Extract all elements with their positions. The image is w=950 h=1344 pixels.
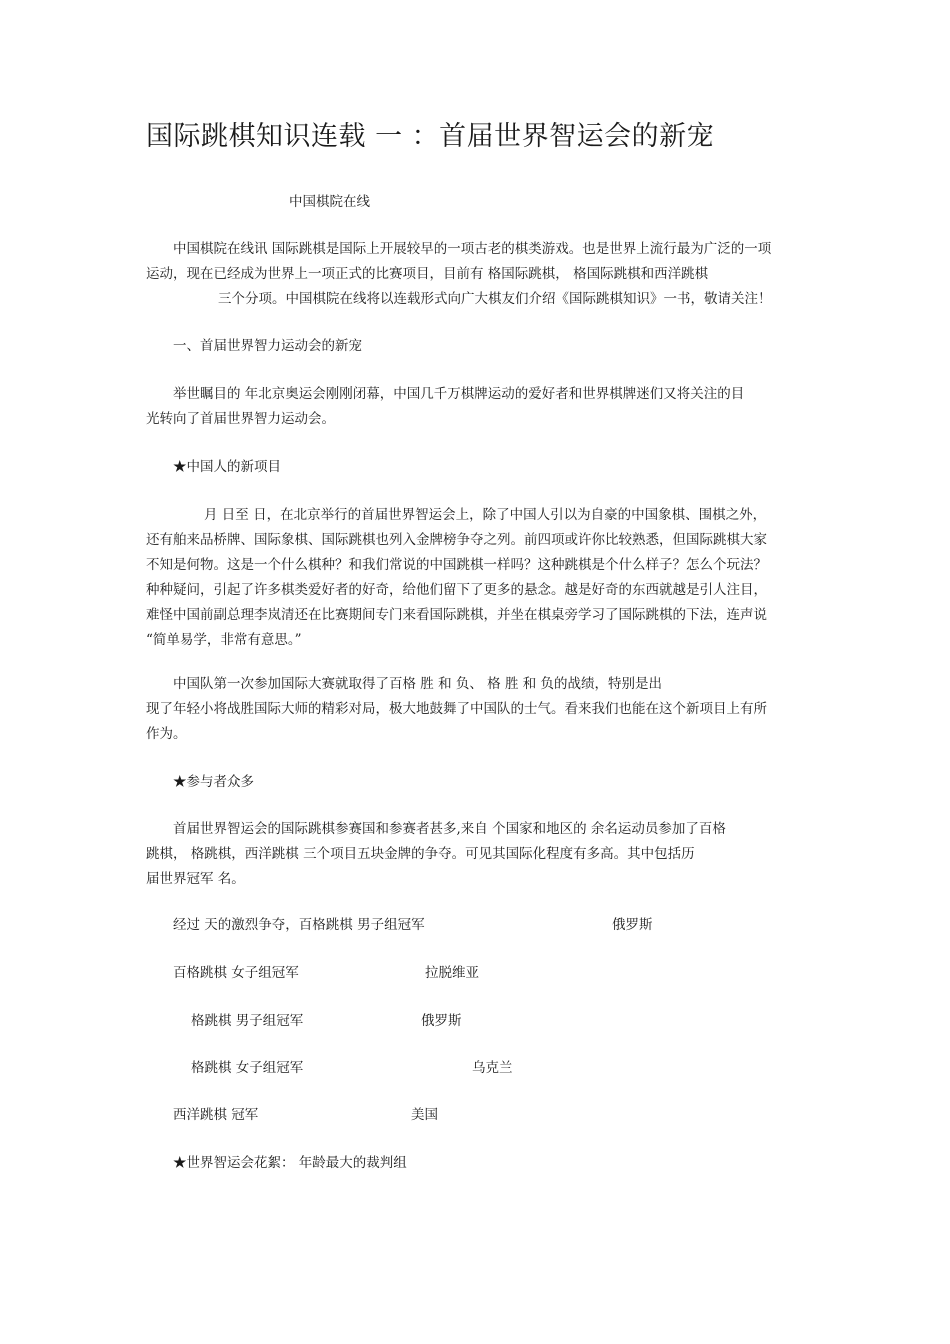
result-country: 俄罗斯 [421,1013,462,1029]
source-line: 中国棋院在线 [289,194,370,210]
para2-line: “简单易学，非常有意思。” [146,632,302,648]
para2-line: 还有舶来品桥牌、国际象棋、国际跳棋也列入金牌榜争夺之列。前四项或许你比较熟悉，但国际跳棋大家 [146,532,767,548]
subheading-participants: ★参与者众多 [173,774,254,790]
section-heading: 一、首届世界智力运动会的新宠 [173,338,362,354]
paragraph-1 [146,382,818,432]
para3-line: 中国队第一次参加国际大赛就取得了百格 胜 和 负、 格 胜 和 负的战绩，特别是出 [173,676,663,692]
page-title: 国际跳棋知识连载 一 ：首届世界智运会的新宠 [146,121,715,152]
para1-line: 光转向了首届世界智力运动会。 [146,411,335,427]
para2-line: 种种疑问，引起了许多棋类爱好者的好奇，给他们留下了更多的悬念。越是好奇的东西就越是引人注目， [146,582,767,598]
para3-line: 作为。 [146,726,187,742]
result-label: 经过 天的激烈争夺，百格跳棋 男子组冠军 [173,917,425,933]
paragraph-2 [146,503,818,653]
para4-line: 届世界冠军 名。 [146,871,245,887]
intro-line: 运动，现在已经成为世界上一项正式的比赛项目，目前有 格国际跳棋， 格国际跳棋和西洋跳棋 [146,266,709,282]
result-label: 格跳棋 女子组冠军 [191,1060,304,1076]
result-label: 百格跳棋 女子组冠军 [173,965,299,981]
result-country: 俄罗斯 [612,917,653,933]
paragraph-4 [146,817,818,892]
subheading-highlights: ★世界智运会花絮： 年龄最大的裁判组 [173,1155,407,1171]
subheading-new-event: ★中国人的新项目 [173,459,281,475]
intro-line: 中国棋院在线讯 国际跳棋是国际上开展较早的一项古老的棋类游戏。也是世界上流行最为广泛的一项 [173,241,772,257]
para2-line: 不知是何物。这是一个什么棋种？和我们常说的中国跳棋一样吗？这种跳棋是个什么样子？怎么个玩法？ [146,557,767,573]
intro-paragraph [146,237,818,312]
result-country: 美国 [411,1107,438,1123]
paragraph-3 [146,672,818,747]
intro-line: 三个分项。中国棋院在线将以连载形式向广大棋友们介绍《国际跳棋知识》一书，敬请关注！ [218,291,772,307]
result-country: 拉脱维亚 [425,965,479,981]
result-label: 格跳棋 男子组冠军 [191,1013,304,1029]
para4-line: 跳棋， 格跳棋，西洋跳棋 三个项目五块金牌的争夺。可见其国际化程度有多高。其中包括历 [146,846,695,862]
para2-line: 难怪中国前副总理李岚清还在比赛期间专门来看国际跳棋，并坐在棋桌旁学习了国际跳棋的下法，连声说 [146,607,767,623]
para3-line: 现了年轻小将战胜国际大师的精彩对局，极大地鼓舞了中国队的士气。看来我们也能在这个新项目上有所 [146,701,767,717]
para4-line: 首届世界智运会的国际跳棋参赛国和参赛者甚多,来自 个国家和地区的 余名运动员参加了百格 [173,821,726,837]
result-country: 乌克兰 [472,1060,513,1076]
para1-line: 举世瞩目的 年北京奥运会刚刚闭幕，中国几千万棋牌运动的爱好者和世界棋牌迷们又将关注的目 [173,386,745,402]
result-label: 西洋跳棋 冠军 [173,1107,259,1123]
para2-line: 月 日至 日，在北京举行的首届世界智运会上，除了中国人引以为自豪的中国象棋、围棋之外， [204,507,767,523]
